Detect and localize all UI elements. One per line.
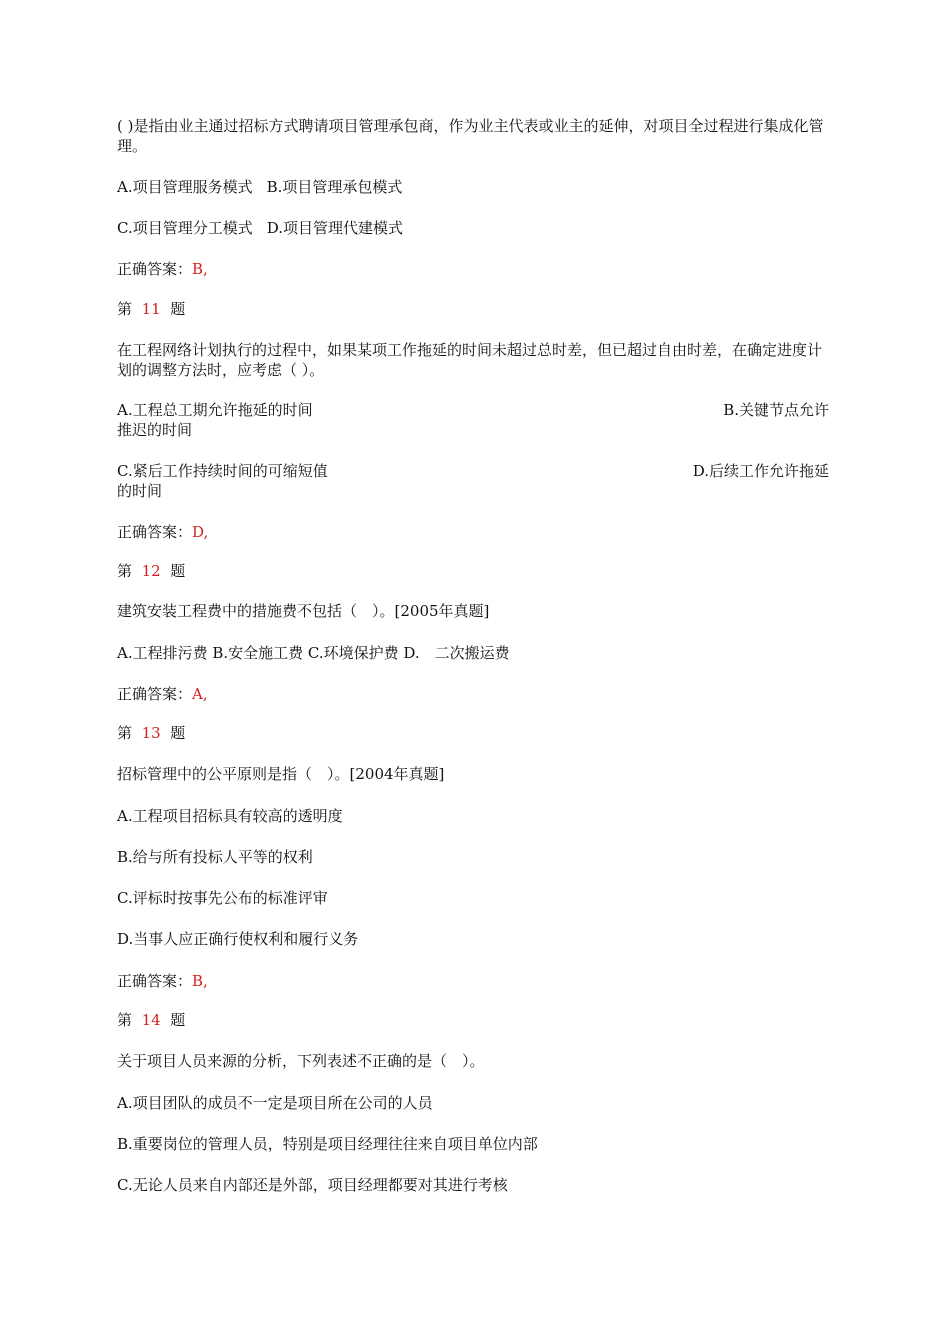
q10-option-d: D.项目管理代建模式 — [266, 219, 403, 237]
q11-answer — [117, 522, 829, 542]
q13-answer — [117, 971, 829, 991]
answer-label: 正确答案： — [117, 972, 193, 990]
answer-label: 正确答案： — [117, 685, 193, 703]
q10-options-ab — [117, 177, 829, 197]
q14-stem: 关于项目人员来源的分析，下列表述不正确的是（ ）。 — [117, 1052, 485, 1070]
answer-label: 正确答案： — [117, 523, 193, 541]
q12-answer-value: A, — [192, 685, 208, 703]
q12-options: A.工程排污费 B.安全施工费 C.环境保护费 D. 二次搬运费 — [117, 644, 510, 662]
q14-option-a: A.项目团队的成员不一定是项目所在公司的人员 — [117, 1094, 433, 1112]
q14-option-c: C.无论人员来自内部还是外部，项目经理都要对其进行考核 — [117, 1176, 508, 1194]
q14-option-b: B.重要岗位的管理人员，特别是项目经理往往来自项目单位内部 — [117, 1135, 538, 1153]
question-prefix: 第 — [117, 724, 133, 742]
q10-answer — [117, 259, 829, 279]
q13-heading — [117, 723, 829, 743]
q13-option-c: C.评标时按事先公布的标准评审 — [117, 889, 328, 907]
q13-option-a: A.工程项目招标具有较高的透明度 — [117, 807, 343, 825]
q12-heading — [117, 561, 829, 581]
q10-options-cd — [117, 218, 829, 238]
q12-answer — [117, 684, 829, 704]
q13-option-b: B.给与所有投标人平等的权利 — [117, 848, 313, 866]
q14-heading — [117, 1010, 829, 1030]
q11-option-a: A.工程总工期允许拖延的时间 — [117, 401, 313, 419]
q11-option-d-cont: 的时间 — [117, 482, 163, 500]
q11-heading — [117, 299, 829, 319]
q11-option-c: C.紧后工作持续时间的可缩短值 — [117, 462, 328, 480]
answer-label: 正确答案： — [117, 260, 193, 278]
q10-answer-value: B, — [192, 260, 208, 278]
q11-option-b-cont: 推迟的时间 — [117, 421, 193, 439]
question-suffix: 题 — [170, 724, 186, 742]
q11-number: 11 — [141, 300, 161, 318]
q14-number: 14 — [141, 1011, 161, 1029]
question-suffix: 题 — [170, 562, 186, 580]
q12-number: 12 — [141, 562, 161, 580]
q11-options-ab — [117, 400, 829, 440]
q11-option-b: B.关键节点允许 — [723, 401, 829, 419]
q11-options-cd — [117, 461, 829, 501]
question-prefix: 第 — [117, 562, 133, 580]
q12-stem: 建筑安装工程费中的措施费不包括（ ）。[2005年真题] — [117, 602, 490, 620]
question-suffix: 题 — [170, 1011, 186, 1029]
q10-option-a: A.项目管理服务模式 — [117, 178, 253, 196]
q11-answer-value: D, — [192, 523, 209, 541]
q13-option-d: D.当事人应正确行使权利和履行义务 — [117, 930, 359, 948]
q10-option-b: B.项目管理承包模式 — [266, 178, 403, 196]
q10-stem: ( )是指由业主通过招标方式聘请项目管理承包商，作为业主代表或业主的延伸，对项目全过程进行集成化管理。 — [117, 117, 824, 155]
q11-stem: 在工程网络计划执行的过程中，如果某项工作拖延的时间未超过总时差，但已超过自由时差，在确定进度计划的调整方法时，应考虑（ ）。 — [117, 341, 823, 379]
q10-option-c: C.项目管理分工模式 — [117, 219, 253, 237]
question-prefix: 第 — [117, 1011, 133, 1029]
q11-option-d: D.后续工作允许拖延 — [692, 462, 829, 480]
q13-answer-value: B, — [192, 972, 208, 990]
question-suffix: 题 — [170, 300, 186, 318]
q13-number: 13 — [141, 724, 161, 742]
question-prefix: 第 — [117, 300, 133, 318]
q13-stem: 招标管理中的公平原则是指（ ）。[2004年真题] — [117, 765, 445, 783]
